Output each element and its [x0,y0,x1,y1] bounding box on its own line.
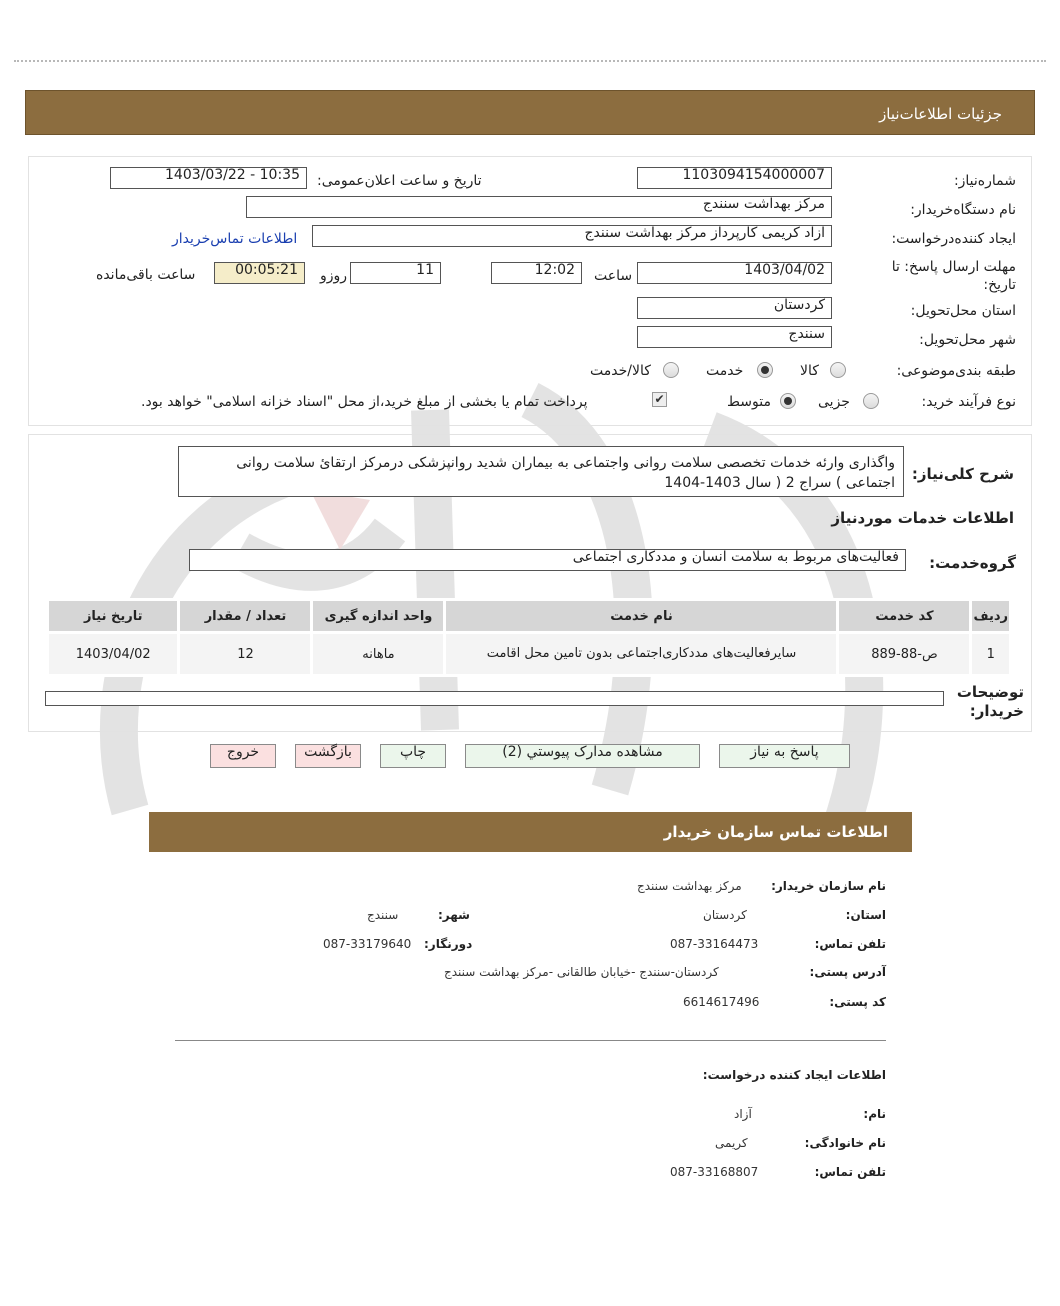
exit-button[interactable]: خروج [210,744,276,768]
creator-heading: اطلاعات ایجاد کننده درخواست: [702,1068,886,1082]
print-button[interactable]: چاپ [380,744,446,768]
contact-header-title: اطلاعات تماس سازمان خریدار [663,823,888,841]
col-unit: واحد اندازه گیری [313,601,443,631]
services-table [46,598,1012,677]
contact-header-bar [149,812,912,852]
cell-row: 1 [972,634,1009,674]
cell-name-text: سایرفعالیت‌های مددکاری‌اجتماعی بدون تامین محل اقامت [486,646,797,661]
need-number-label: شماره‌نیاز: [953,173,1016,189]
creator-phone-value: 087-33168807 [670,1165,759,1179]
process-radio-minor[interactable] [863,393,879,409]
creator-name-value: آزاد [734,1107,752,1121]
services-heading: اطلاعات خدمات موردنیاز [831,509,1014,527]
category-radio-service[interactable] [757,362,773,378]
contact-city-value: سنندج [367,908,399,922]
buyer-notes-label-text: توضیحات خریدار: [956,683,1024,720]
contact-address-label: آدرس پستی: [809,965,886,979]
creator-family-label: نام خانوادگی: [804,1136,886,1150]
process-radio-medium[interactable] [780,393,796,409]
category-label: طبقه بندی‌موضوعی: [896,363,1016,379]
creator-name-label: نام: [863,1107,886,1121]
service-group-label: گروه‌خدمت: [929,554,1016,572]
days-label: روزو [320,268,348,284]
buyer-org-field[interactable]: مرکز بهداشت سنندج [246,196,832,218]
col-quantity: تعداد / مقدار [180,601,310,631]
back-button[interactable]: بازگشت [295,744,361,768]
category-radio-goods[interactable] [830,362,846,378]
deadline-time-field[interactable]: 12:02 [491,262,582,284]
summary-label: شرح کلی‌نیاز: [911,465,1014,483]
contact-divider [175,1040,886,1041]
table-row [49,634,1009,674]
payment-checkbox[interactable]: ✔ [652,392,667,407]
process-option-medium: متوسط [727,394,771,410]
top-dotted-divider [14,60,1046,62]
contact-fax-value: 087-33179640 [323,937,412,951]
details-header-title: جزئیات اطلاعات‌نیاز [879,105,1002,123]
summary-field [178,446,904,497]
contact-postal-value: 6614617496 [683,995,760,1009]
contact-province-label: استان: [845,908,886,922]
summary-text: واگذاری وارئه خدمات تخصصی سلامت روانی واجتماعی به بیماران شدید روانپزشکی درمرکز ارتقائ سلامت روانی اجتماعی ) سراج 2 ( سال 1403-1404 [236,455,895,491]
service-group-field[interactable]: فعالیت‌های مربوط به سلامت انسان و مددکاری اجتماعی [189,549,906,571]
contact-city-label: شهر: [438,908,470,922]
respond-button[interactable]: پاسخ به نیاز [719,744,850,768]
process-option-minor: جزیی [818,394,850,410]
contact-fax-label: دورنگار: [424,937,473,951]
deadline-label-text: مهلت ارسال پاسخ: تا تاریخ: [891,259,1016,293]
buyer-notes-field[interactable] [45,691,944,706]
details-header-bar [25,90,1035,135]
contact-province-value: کردستان [703,908,747,922]
buyer-org-label: نام دستگاه‌خریدار: [910,202,1016,218]
deadline-date-field[interactable]: 1403/04/02 [637,262,832,284]
province-field[interactable]: کردستان [637,297,832,319]
process-label: نوع فرآیند خرید: [921,394,1016,410]
cell-date: 1403/04/02 [49,634,177,674]
col-code: کد خدمت [839,601,969,631]
deadline-time-label: ساعت [594,268,633,284]
days-field[interactable]: 11 [350,262,441,284]
announce-label: تاریخ و ساعت اعلان‌عمومی: [317,173,482,189]
province-label: استان محل‌تحویل: [910,303,1016,319]
category-radio-goods-service[interactable] [663,362,679,378]
contact-postal-label: کد پستی: [829,995,886,1009]
category-option-goods: کالا [800,363,819,379]
services-table-header [49,601,1009,631]
contact-address-value: کردستان-سنندج -خیابان طالقانی -مرکز بهداشت سنندج [444,965,719,979]
category-option-service: خدمت [706,363,744,379]
creator-phone-label: تلفن تماس: [814,1165,886,1179]
contact-phone-value: 087-33164473 [670,937,759,951]
contact-org-value: مرکز بهداشت سنندج [637,879,742,893]
creator-field[interactable]: آزاد کریمی کارپرداز مرکز بهداشت سنندج [312,225,832,247]
col-name: نام خدمت [446,601,836,631]
need-number-field[interactable]: 1103094154000007 [637,167,832,189]
cell-quantity: 12 [180,634,310,674]
contact-phone-label: تلفن تماس: [814,937,886,951]
remaining-label: ساعت باقی‌مانده [96,267,196,283]
city-label: شهر محل‌تحویل: [919,332,1016,348]
deadline-label [876,258,1016,294]
cell-code: ص-88-889 [839,634,969,674]
buyer-notes-label [944,683,1024,721]
creator-family-value: کریمی [715,1136,748,1150]
attachments-button[interactable]: مشاهده مدارک پیوستي (2) [465,744,700,768]
cell-unit: ماهانه [313,634,443,674]
col-date: تاریخ نیاز [49,601,177,631]
contact-org-label: نام سازمان خریدار: [771,879,886,893]
creator-label: ایجاد کننده‌درخواست: [891,231,1016,247]
col-row: ردیف [972,601,1009,631]
remaining-time-field: 00:05:21 [214,262,305,284]
city-field[interactable]: سنندج [637,326,832,348]
category-option-goods-service: کالا/خدمت [590,363,651,379]
payment-note: پرداخت تمام یا بخشی از مبلغ خرید،از محل "اسناد خزانه اسلامی" خواهد بود. [141,394,588,410]
announce-field[interactable]: 1403/03/22 - 10:35 [110,167,307,189]
cell-name [446,634,836,674]
buyer-contact-link[interactable]: اطلاعات تماس‌خریدار [172,231,298,247]
